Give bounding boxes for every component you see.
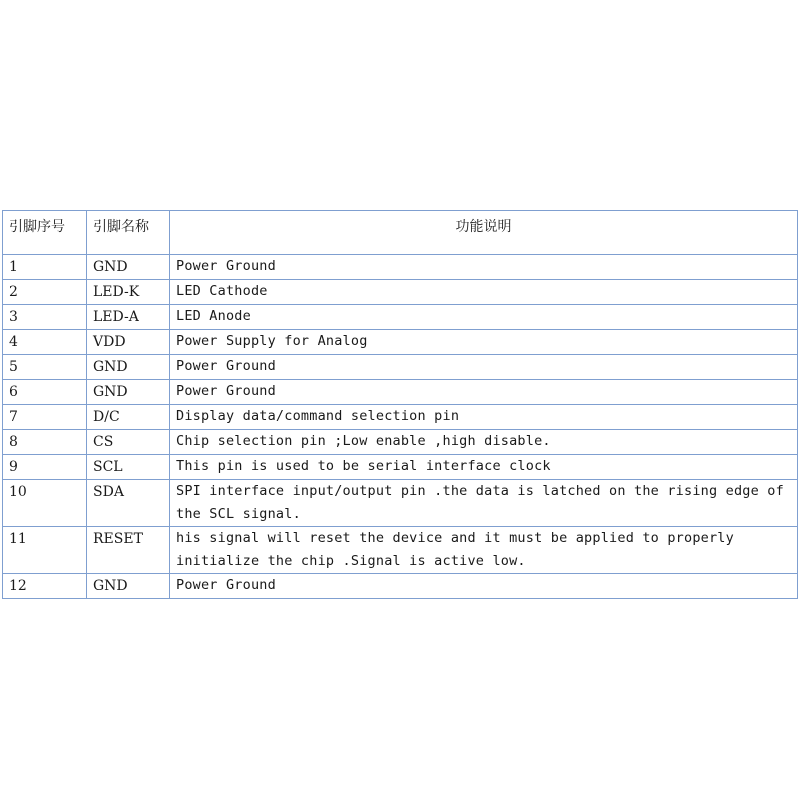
pin-function-cell: Power Supply for Analog (170, 330, 798, 355)
table-header-row (3, 211, 798, 255)
pin-definition-table (2, 210, 798, 599)
pin-name-cell: LED-A (87, 305, 170, 330)
pin-name-cell: SCL (87, 455, 170, 480)
pin-number-cell: 4 (3, 330, 87, 355)
pin-function-cell: LED Anode (170, 305, 798, 330)
header-pin-name: 引脚名称 (87, 211, 170, 255)
pin-number-cell: 10 (3, 480, 87, 527)
pin-number-cell: 12 (3, 574, 87, 599)
pin-number-cell: 2 (3, 280, 87, 305)
pin-number-cell: 5 (3, 355, 87, 380)
pin-name-cell: LED-K (87, 280, 170, 305)
pin-function-cell: Power Ground (170, 574, 798, 599)
pin-function-cell: LED Cathode (170, 280, 798, 305)
table-row (3, 280, 798, 305)
table-row (3, 355, 798, 380)
pin-name-cell: VDD (87, 330, 170, 355)
pin-name-cell: D/C (87, 405, 170, 430)
pin-function-cell: Display data/command selection pin (170, 405, 798, 430)
pin-name-cell: CS (87, 430, 170, 455)
pin-function-cell: Chip selection pin ;Low enable ,high disable. (170, 430, 798, 455)
pin-number-cell: 1 (3, 255, 87, 280)
header-function-description: 功能说明 (170, 211, 798, 255)
pin-name-cell: GND (87, 380, 170, 405)
pin-function-cell: SPI interface input/output pin .the data is latched on the rising edge of the SCL signal. (170, 480, 798, 527)
table-row (3, 455, 798, 480)
table-row (3, 430, 798, 455)
table-row (3, 527, 798, 574)
pin-number-cell: 11 (3, 527, 87, 574)
pin-number-cell: 3 (3, 305, 87, 330)
pin-function-cell: This pin is used to be serial interface clock (170, 455, 798, 480)
table-row (3, 255, 798, 280)
pin-function-cell: Power Ground (170, 380, 798, 405)
pin-function-cell: Power Ground (170, 355, 798, 380)
pin-name-cell: GND (87, 355, 170, 380)
pin-function-cell: his signal will reset the device and it must be applied to properly initialize the chip .Signal is active low. (170, 527, 798, 574)
pin-name-cell: RESET (87, 527, 170, 574)
header-pin-number: 引脚序号 (3, 211, 87, 255)
pin-name-cell: GND (87, 574, 170, 599)
pin-function-cell: Power Ground (170, 255, 798, 280)
table-row (3, 305, 798, 330)
pin-number-cell: 7 (3, 405, 87, 430)
pin-number-cell: 6 (3, 380, 87, 405)
pin-number-cell: 9 (3, 455, 87, 480)
table-row (3, 480, 798, 527)
pin-number-cell: 8 (3, 430, 87, 455)
table-row (3, 405, 798, 430)
table-row (3, 380, 798, 405)
pin-name-cell: SDA (87, 480, 170, 527)
table-row (3, 574, 798, 599)
pin-name-cell: GND (87, 255, 170, 280)
table-row (3, 330, 798, 355)
